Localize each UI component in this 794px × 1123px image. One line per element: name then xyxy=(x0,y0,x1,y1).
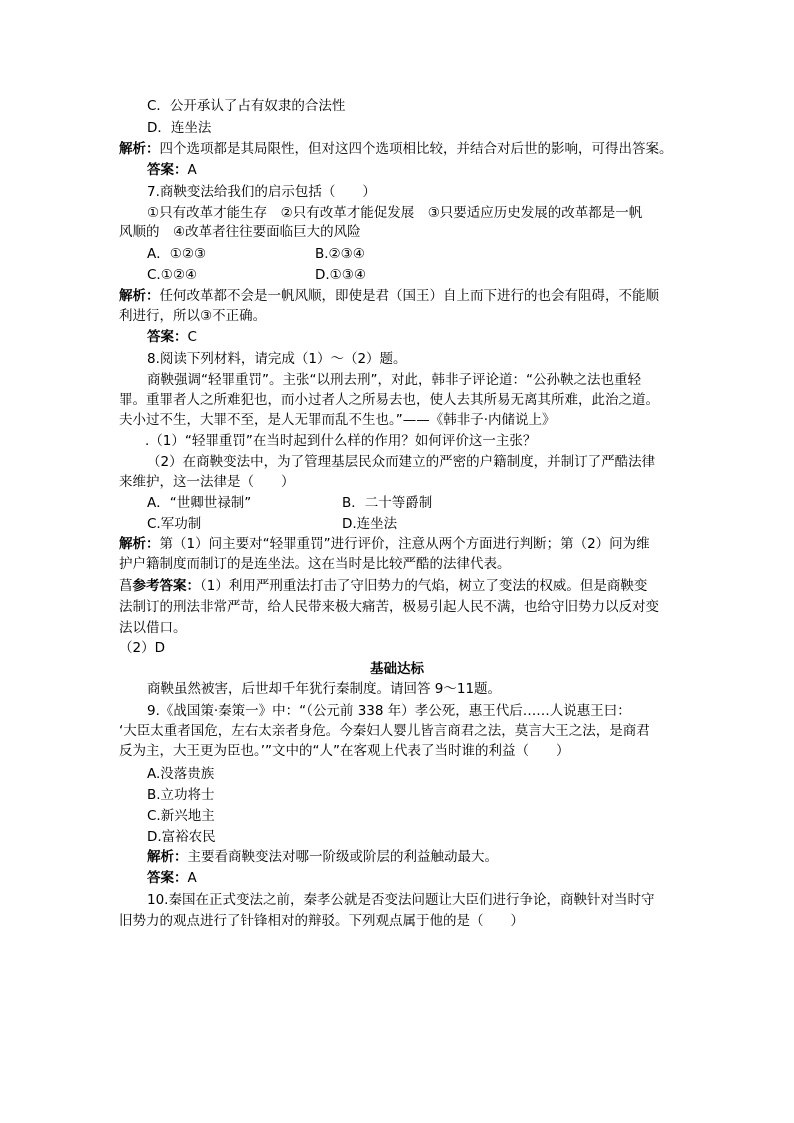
analysis-q6 xyxy=(119,140,673,159)
question-7: 7.商鞅变法给我们的启示包括（ ） xyxy=(147,184,376,200)
option-c-q7: C.①②④ xyxy=(147,267,198,283)
option-a-q7: A．①②③ xyxy=(147,246,207,262)
question-8: 8.阅读下列材料，请完成（1）～（2）题。 xyxy=(147,351,407,367)
answer-text: A xyxy=(187,870,197,886)
question-8-part-2-cont: 来维护，这一法律是（ ） xyxy=(119,474,295,490)
answer-q9 xyxy=(147,869,197,888)
question-10: 10.秦国在正式变法之前，秦孝公就是否变法问题让大臣们进行争论，商鞅针对当时守 xyxy=(147,892,655,908)
reference-answer-cont-2: 法以借口。 xyxy=(119,620,187,636)
question-7-statements: ①只有改革才能生存 ②只有改革才能促发展 ③只要适应历史发展的改革都是一帆 xyxy=(147,205,643,221)
reference-text: （1）利用严刑重法打击了守旧势力的气焰，树立了变法的权威。但是商鞅变 xyxy=(200,578,648,594)
question-9-cont-2: 反为主，大王更为臣也。’”文中的“人”在客观上代表了当时谁的利益（ ） xyxy=(119,743,570,759)
option-d-q9: D.富裕农民 xyxy=(147,829,216,845)
analysis-q8-cont: 护户籍制度而制订的是连坐法。这在当时是比较严酷的法律代表。 xyxy=(119,556,511,572)
answer-text: C xyxy=(187,329,197,345)
option-c-q8: C.军功制 xyxy=(147,516,202,532)
option-a-q9: A.没落贵族 xyxy=(147,766,215,782)
option-a-q8: A．“世卿世禄制” xyxy=(147,495,252,511)
section-heading: 基础达标 xyxy=(370,661,424,677)
reference-answer-cont-1: 法制订的刑法非常严苛，给人民带来极大痛苦，极易引起人民不满，也给守旧势力以反对变 xyxy=(119,599,659,615)
question-9-cont-1: ‘大臣太重者国危，左右太亲者身危。今秦妇人婴儿皆言商君之法，莫言大王之法，是商君 xyxy=(119,723,650,739)
option-b-q9: B.立功将士 xyxy=(147,787,215,803)
material-line-1: 商鞅强调“轻罪重罚”。主张“以刑去刑”，对此，韩非子评论道：“公孙鞅之法也重轻 xyxy=(147,372,641,388)
analysis-q7-cont: 利进行，所以③不正确。 xyxy=(119,308,267,324)
answer-label: 答案： xyxy=(147,870,188,886)
analysis-q7 xyxy=(119,287,659,306)
reference-label: 参考答案： xyxy=(132,578,200,594)
option-d-q6: D．连坐法 xyxy=(147,120,212,136)
section-intro: 商鞅虽然被害，后世却千年犹行秦制度。请回答 9～11题。 xyxy=(147,681,502,697)
option-c-q6: C．公开承认了占有奴隶的合法性 xyxy=(147,98,346,114)
question-8-part-2: （2）在商鞅变法中，为了管理基层民众而建立的严密的户籍制度，并制订了严酷法律 xyxy=(147,454,656,470)
answer-q7 xyxy=(147,328,197,347)
analysis-label: 解析： xyxy=(119,141,160,157)
option-c-q9: C.新兴地主 xyxy=(147,808,215,824)
option-d-q7: D.①③④ xyxy=(315,267,366,283)
material-line-2: 罪。重罪者人之所难犯也，而小过者人之所易去也，使人去其所易无离其所难，此治之道。 xyxy=(119,392,659,408)
reference-answer-q8 xyxy=(119,577,647,596)
question-10-cont: 旧势力的观点进行了针锋相对的辩驳。下列观点属于他的是（ ） xyxy=(119,913,524,929)
analysis-label: 解析： xyxy=(147,849,188,865)
analysis-label: 解析： xyxy=(119,536,160,552)
answer-q6 xyxy=(147,161,197,180)
option-b-q7: B.②③④ xyxy=(315,246,365,262)
analysis-text: 第（1）问主要对“轻罪重罚”进行评价，注意从两个方面进行判断；第（2）问为维 xyxy=(159,536,650,552)
answer-label: 答案： xyxy=(147,162,188,178)
analysis-text: 任何改革都不会是一帆风顺，即使是君（国王）自上而下进行的也会有阻碍，不能顺 xyxy=(159,288,659,304)
analysis-q9 xyxy=(147,848,498,867)
answer-label: 答案： xyxy=(147,329,188,345)
question-9: 9.《战国策·秦策一》中：“（公元前 338 年）孝公死，惠王代后……人说惠王曰： xyxy=(147,703,631,719)
question-8-part-1: .（1）“轻罪重罚”在当时起到什么样的作用？如何评价这一主张？ xyxy=(145,433,537,449)
option-d-q8: D.连坐法 xyxy=(342,516,398,532)
reference-answer-part-2: （2）D xyxy=(119,640,165,656)
reference-prefix: 菖 xyxy=(119,578,133,594)
analysis-q8 xyxy=(119,535,650,554)
option-b-q8: B．二十等爵制 xyxy=(342,495,433,511)
question-7-statements-cont: 风顺的 ④改革者往往要面临巨大的风险 xyxy=(119,224,361,240)
analysis-text: 四个选项都是其局限性，但对这四个选项相比较，并结合对后世的影响，可得出答案。 xyxy=(159,141,673,157)
material-line-3: 夫小过不生，大罪不至，是人无罪而乱不生也。”——《韩非子·内储说上》 xyxy=(119,412,556,428)
analysis-label: 解析： xyxy=(119,288,160,304)
answer-text: A xyxy=(187,162,197,178)
analysis-text: 主要看商鞅变法对哪一阶级或阶层的利益触动最大。 xyxy=(187,849,498,865)
